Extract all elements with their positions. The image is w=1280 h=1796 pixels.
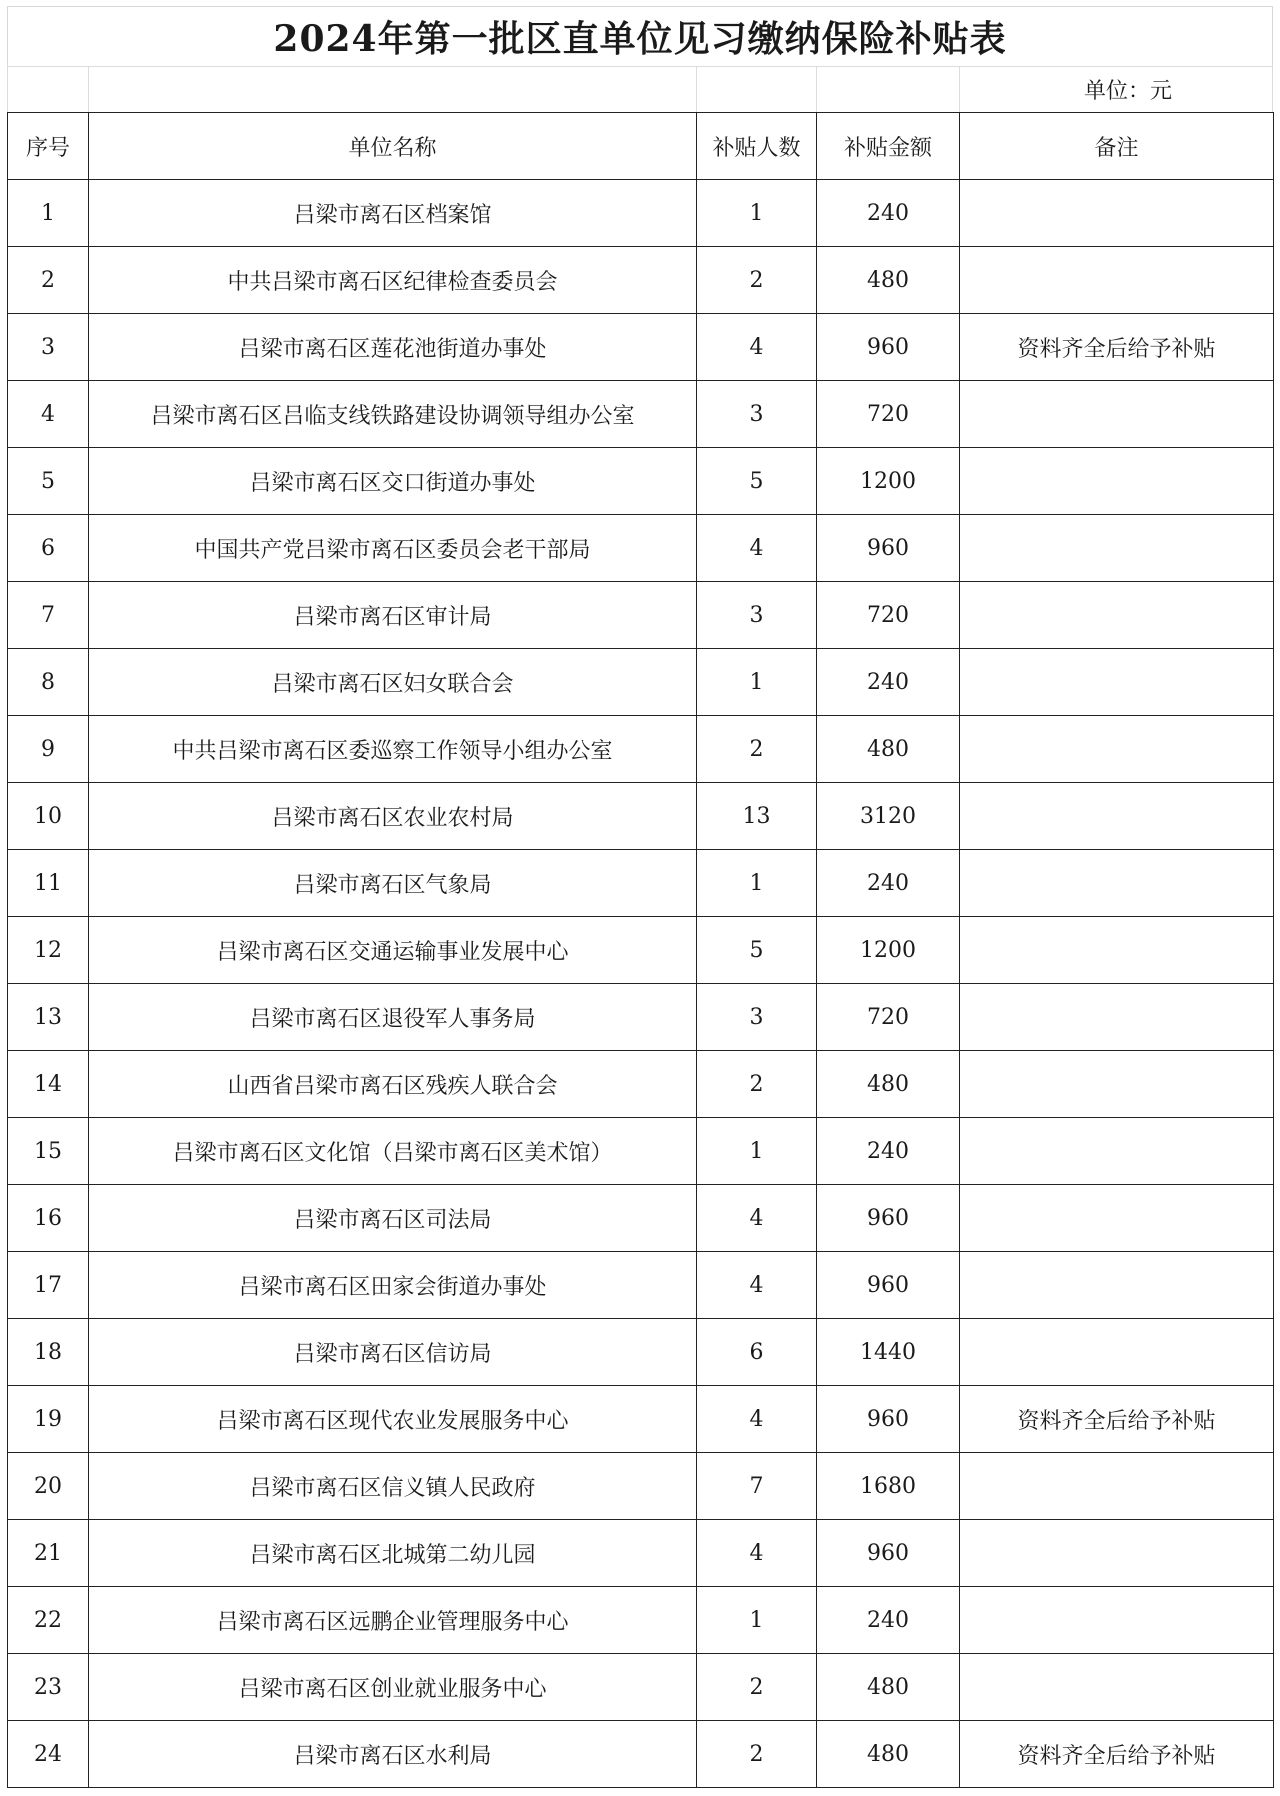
blank-cell: [696, 66, 816, 112]
cell-note: [960, 1520, 1274, 1587]
cell-name: 吕梁市离石区吕临支线铁路建设协调领导组办公室: [89, 381, 697, 448]
cell-amount: 240: [817, 1587, 960, 1654]
blank-cell: [816, 66, 959, 112]
cell-note: [960, 381, 1274, 448]
cell-amount: 480: [817, 716, 960, 783]
cell-no: 21: [8, 1520, 89, 1587]
cell-count: 5: [697, 917, 817, 984]
cell-no: 16: [8, 1185, 89, 1252]
cell-note: [960, 1319, 1274, 1386]
cell-no: 5: [8, 448, 89, 515]
header-row: [8, 113, 1274, 180]
cell-note: [960, 850, 1274, 917]
table-row: [8, 1520, 1274, 1587]
cell-name: 吕梁市离石区远鹏企业管理服务中心: [89, 1587, 697, 1654]
header-no: 序号: [8, 113, 89, 180]
cell-count: 4: [697, 314, 817, 381]
cell-note: [960, 649, 1274, 716]
cell-count: 3: [697, 984, 817, 1051]
cell-count: 3: [697, 381, 817, 448]
cell-name: 吕梁市离石区莲花池街道办事处: [89, 314, 697, 381]
table-row: [8, 448, 1274, 515]
table-row: [8, 582, 1274, 649]
cell-name: 吕梁市离石区档案馆: [89, 180, 697, 247]
cell-name: 中共吕梁市离石区纪律检查委员会: [89, 247, 697, 314]
cell-count: 6: [697, 1319, 817, 1386]
cell-amount: 1200: [817, 448, 960, 515]
cell-name: 吕梁市离石区创业就业服务中心: [89, 1654, 697, 1721]
cell-name: 吕梁市离石区田家会街道办事处: [89, 1252, 697, 1319]
page-title: 2024年第一批区直单位见习缴纳保险补贴表: [7, 6, 1273, 66]
cell-amount: 480: [817, 247, 960, 314]
table-row: [8, 381, 1274, 448]
table-row: [8, 247, 1274, 314]
cell-count: 2: [697, 1721, 817, 1788]
table-row: [8, 1185, 1274, 1252]
table-row: [8, 1654, 1274, 1721]
cell-name: 吕梁市离石区现代农业发展服务中心: [89, 1386, 697, 1453]
table-row: [8, 649, 1274, 716]
cell-count: 7: [697, 1453, 817, 1520]
table-row: [8, 984, 1274, 1051]
cell-no: 18: [8, 1319, 89, 1386]
cell-amount: 240: [817, 850, 960, 917]
cell-no: 24: [8, 1721, 89, 1788]
header-note: 备注: [960, 113, 1274, 180]
table-row: [8, 716, 1274, 783]
cell-count: 2: [697, 247, 817, 314]
cell-name: 吕梁市离石区信访局: [89, 1319, 697, 1386]
cell-note: [960, 1185, 1274, 1252]
cell-note: 资料齐全后给予补贴: [960, 1386, 1274, 1453]
cell-count: 5: [697, 448, 817, 515]
table-row: [8, 314, 1274, 381]
blank-cell: [7, 66, 88, 112]
cell-amount: 960: [817, 515, 960, 582]
unit-row: [7, 66, 1273, 112]
subsidy-table: [7, 112, 1274, 1788]
cell-no: 3: [8, 314, 89, 381]
cell-no: 4: [8, 381, 89, 448]
cell-count: 4: [697, 1185, 817, 1252]
table-row: [8, 783, 1274, 850]
cell-amount: 1680: [817, 1453, 960, 1520]
cell-count: 4: [697, 1520, 817, 1587]
cell-no: 1: [8, 180, 89, 247]
table-row: [8, 917, 1274, 984]
cell-note: [960, 515, 1274, 582]
table-body: [8, 180, 1274, 1788]
cell-amount: 480: [817, 1721, 960, 1788]
cell-no: 6: [8, 515, 89, 582]
cell-amount: 960: [817, 1185, 960, 1252]
cell-no: 17: [8, 1252, 89, 1319]
cell-name: 吕梁市离石区交口街道办事处: [89, 448, 697, 515]
cell-amount: 960: [817, 314, 960, 381]
cell-note: [960, 1453, 1274, 1520]
cell-no: 20: [8, 1453, 89, 1520]
cell-amount: 240: [817, 649, 960, 716]
cell-name: 中国共产党吕梁市离石区委员会老干部局: [89, 515, 697, 582]
cell-note: [960, 716, 1274, 783]
cell-name: 吕梁市离石区水利局: [89, 1721, 697, 1788]
table-row: [8, 1319, 1274, 1386]
table-row: [8, 1051, 1274, 1118]
cell-no: 7: [8, 582, 89, 649]
cell-count: 4: [697, 1386, 817, 1453]
cell-note: [960, 1051, 1274, 1118]
cell-amount: 240: [817, 180, 960, 247]
cell-note: [960, 582, 1274, 649]
cell-no: 10: [8, 783, 89, 850]
cell-amount: 960: [817, 1386, 960, 1453]
table-row: [8, 1587, 1274, 1654]
table-row: [8, 1118, 1274, 1185]
header-name: 单位名称: [89, 113, 697, 180]
cell-count: 3: [697, 582, 817, 649]
cell-count: 4: [697, 1252, 817, 1319]
cell-note: [960, 1654, 1274, 1721]
cell-count: 4: [697, 515, 817, 582]
cell-note: [960, 917, 1274, 984]
cell-no: 2: [8, 247, 89, 314]
table-row: [8, 515, 1274, 582]
table-row: [8, 850, 1274, 917]
cell-amount: 480: [817, 1654, 960, 1721]
cell-name: 吕梁市离石区北城第二幼儿园: [89, 1520, 697, 1587]
cell-name: 吕梁市离石区妇女联合会: [89, 649, 697, 716]
table-row: [8, 1721, 1274, 1788]
spreadsheet: [7, 6, 1273, 1788]
header-count: 补贴人数: [697, 113, 817, 180]
cell-count: 1: [697, 1118, 817, 1185]
cell-name: 吕梁市离石区司法局: [89, 1185, 697, 1252]
cell-no: 11: [8, 850, 89, 917]
cell-note: [960, 1252, 1274, 1319]
cell-count: 1: [697, 649, 817, 716]
cell-note: [960, 1118, 1274, 1185]
cell-no: 23: [8, 1654, 89, 1721]
cell-no: 22: [8, 1587, 89, 1654]
cell-name: 吕梁市离石区气象局: [89, 850, 697, 917]
cell-note: [960, 180, 1274, 247]
cell-note: [960, 984, 1274, 1051]
cell-no: 19: [8, 1386, 89, 1453]
cell-amount: 1440: [817, 1319, 960, 1386]
cell-note: [960, 247, 1274, 314]
cell-count: 2: [697, 1654, 817, 1721]
table-row: [8, 1252, 1274, 1319]
cell-amount: 720: [817, 984, 960, 1051]
cell-amount: 240: [817, 1118, 960, 1185]
table-row: [8, 1453, 1274, 1520]
header-amount: 补贴金额: [817, 113, 960, 180]
cell-note: [960, 448, 1274, 515]
cell-count: 1: [697, 850, 817, 917]
table-row: [8, 180, 1274, 247]
cell-name: 吕梁市离石区文化馆（吕梁市离石区美术馆）: [89, 1118, 697, 1185]
cell-name: 吕梁市离石区农业农村局: [89, 783, 697, 850]
cell-count: 2: [697, 1051, 817, 1118]
cell-count: 1: [697, 180, 817, 247]
cell-amount: 3120: [817, 783, 960, 850]
cell-amount: 960: [817, 1520, 960, 1587]
cell-count: 13: [697, 783, 817, 850]
cell-no: 13: [8, 984, 89, 1051]
cell-name: 吕梁市离石区信义镇人民政府: [89, 1453, 697, 1520]
cell-name: 吕梁市离石区退役军人事务局: [89, 984, 697, 1051]
cell-no: 8: [8, 649, 89, 716]
cell-note: 资料齐全后给予补贴: [960, 314, 1274, 381]
cell-name: 吕梁市离石区审计局: [89, 582, 697, 649]
cell-amount: 960: [817, 1252, 960, 1319]
cell-count: 1: [697, 1587, 817, 1654]
cell-count: 2: [697, 716, 817, 783]
cell-amount: 480: [817, 1051, 960, 1118]
cell-name: 中共吕梁市离石区委巡察工作领导小组办公室: [89, 716, 697, 783]
cell-amount: 1200: [817, 917, 960, 984]
blank-cell: [88, 66, 696, 112]
cell-name: 吕梁市离石区交通运输事业发展中心: [89, 917, 697, 984]
cell-no: 14: [8, 1051, 89, 1118]
cell-amount: 720: [817, 582, 960, 649]
cell-no: 12: [8, 917, 89, 984]
cell-name: 山西省吕梁市离石区残疾人联合会: [89, 1051, 697, 1118]
cell-note: 资料齐全后给予补贴: [960, 1721, 1274, 1788]
cell-no: 9: [8, 716, 89, 783]
cell-no: 15: [8, 1118, 89, 1185]
cell-note: [960, 783, 1274, 850]
cell-note: [960, 1587, 1274, 1654]
cell-amount: 720: [817, 381, 960, 448]
table-row: [8, 1386, 1274, 1453]
unit-label: 单位：元: [959, 66, 1273, 112]
